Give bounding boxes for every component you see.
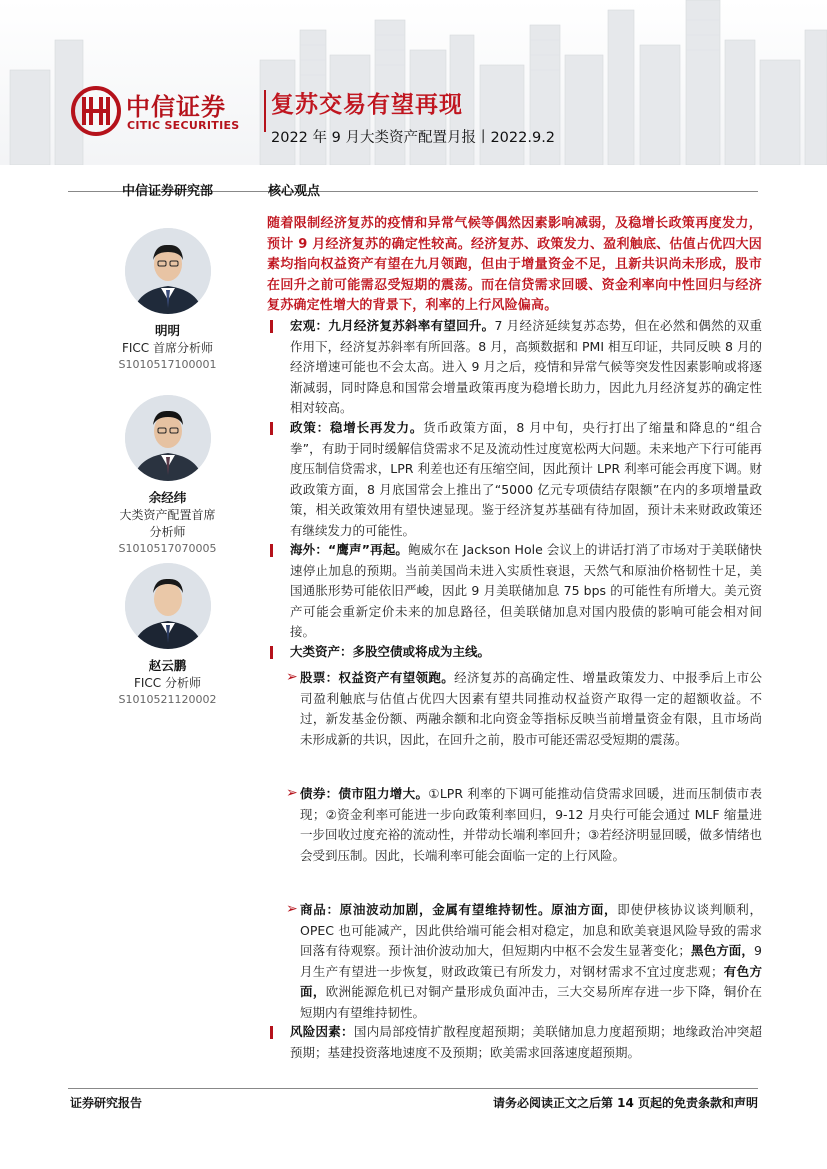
avatar: [125, 563, 211, 649]
analyst-title: FICC 首席分析师: [121, 341, 213, 355]
key-summary: 随着限制经济复苏的疫情和异常气候等偶然因素影响减弱，及稳增长政策再度发力，预计 9 月经济复苏的确定性较高。经济复苏、政策发力、盈利触底、估值占优四大因素均指向权益资产有望在九月领跑，但由于增量资金不足，且新共识尚未形成，股市在回升之前可能需忍受短期的震荡。而在信贷需求回暖、资金利率向中性回归与经济复苏确定性增大的背景下，利率的上行风险偏高。: [267, 216, 762, 313]
analyst-title: 大类资产配置首席: [119, 508, 216, 522]
point-policy: [270, 418, 762, 541]
risk-text: 国内局部疫情扩散程度超预期；美联储加息力度超预期；地缘政治冲突超预期；基建投资落地速度不及预期；欧美需求回落速度超预期。: [290, 1024, 762, 1060]
subpoint-commodities: [286, 900, 762, 1023]
point-text: 货币政策方面，8 月中旬，央行打出了缩量和降息的“组合拳”，有助于同时缓解信贷需求不足及流动性过度宽松两大问题。未来地产下行可能再度压制信贷需求，LPR 利差也还有压缩空间，因此预计 LPR 利率可能会再度下调。财政政策方面，8 月底国常会上推出了“5000 亿元专项债结存限额”在内的多项增量政策，相关政策效用有望快速显现。鉴于经济复苏基础有待加固，预计未来财政政策还有继续发力的可能性。: [290, 420, 762, 538]
risk-lead: 风险因素：: [290, 1024, 354, 1039]
report-subtitle: 2022 年 9 月大类资产配置月报丨2022.9.2: [271, 130, 556, 146]
point-lead: 海外：“鹰声”再起。: [290, 542, 409, 557]
point-risk: [270, 1022, 762, 1063]
analyst-license-id: S1010521120002: [118, 693, 217, 706]
subpoint-text-ferrous: 9 月生产有望进一步恢复，财政政策已有所发力，对钢材需求不宜过度悲观；: [300, 943, 762, 979]
avatar: [125, 395, 211, 481]
point-lead: 政策：稳增长再发力。: [290, 420, 424, 435]
analyst-name: 明明: [154, 323, 180, 338]
title-divider: [264, 90, 266, 132]
bullet-bar: [270, 422, 273, 435]
subpoint-lead-ferrous: 黑色方面，: [690, 943, 755, 958]
point-text: 鲍威尔在 Jackson Hole 会议上的讲话打消了市场对于美联储快速停止加息的预期。当前美国尚未进入实质性衰退，天然气和原油价格韧性十足，美国通胀形势可能依旧严峻，因此 9 月美联储加息 75 bps 的可能性有所增大。美元资产可能会重新定价未来的加息路径，但美联储加息对国内股债的影响可能会相对间接。: [290, 542, 763, 639]
footer-report-type: 证券研究报告: [70, 1096, 143, 1110]
subpoint-text-nonferrous: 欧洲能源危机已对铜产量形成负面冲击，三大交易所库存进一步下降，铜价在短期内有望维持韧性。: [300, 984, 762, 1020]
point-text: 7 月经济延续复苏态势，但在必然和偶然的双重作用下，经济复苏斜率有所回落。8 月，高频数据和 PMI 相互印证，共同反映 8 月的经济增速可能也不会太高。进入 9 月之后，疫情和异常气候等突发性因素影响或将逐渐减弱，同时降息和国常会增量政策再度为稳增长助力，因此九月经济复苏的确定性相对较高。: [290, 318, 762, 415]
arrow-bullet-icon: ➢: [286, 785, 298, 801]
analyst-license-id: S1010517100001: [118, 358, 217, 371]
bullet-bar: [270, 646, 273, 659]
footer-disclaimer: 请务必阅读正文之后第 14 页起的免责条款和声明: [492, 1096, 758, 1110]
analyst-license-id: S1010517070005: [118, 542, 217, 555]
point-asset-allocation: [270, 642, 762, 663]
brand-logo: [70, 85, 255, 135]
brand-name-cn: 中信证券: [126, 93, 226, 121]
subpoint-lead: 债券：债市阻力增大。: [300, 786, 429, 801]
avatar: [125, 228, 211, 314]
footer-rule: [68, 1088, 758, 1089]
analyst-card: [95, 228, 240, 373]
citic-logo-icon: [70, 85, 122, 137]
point-lead: 宏观：九月经济复苏斜率有望回升。: [290, 318, 495, 333]
point-macro: [270, 316, 762, 419]
report-title: 复苏交易有望再现: [271, 92, 463, 118]
subpoint-text: 即使伊核协议谈判顺利，OPEC 也可能减产，因此供给端可能会相对稳定，加息和欧美衰退风险导致的需求回落有待观察。预计油价波动加大，但短期内中枢不会发生显著变化；: [300, 902, 762, 958]
bullet-bar: [270, 320, 273, 333]
research-dept-label: 中信证券研究部: [122, 184, 214, 199]
bullet-bar: [270, 1026, 273, 1039]
bullet-bar: [270, 544, 273, 557]
analyst-title-line2: 分析师: [149, 525, 186, 539]
subpoint-lead: 股票：权益资产有望领跑。: [300, 670, 455, 685]
subpoint-lead-oil: 原油方面，: [551, 902, 618, 917]
subpoint-text: 经济复苏的高确定性、增量政策发力、中报季后上市公司盈利触底与估值占优四大因素有望共同推动权益资产取得一定的超额收益。不过，新发基金份额、两融余额和北向资金等指标反映当前增量资金有限，且市场尚未形成新的共识，因此，在回升之前，股市可能还需忍受短期的震荡。: [300, 670, 762, 747]
arrow-bullet-icon: ➢: [286, 901, 298, 917]
subpoint-lead-nonferrous: 有色方面，: [300, 963, 762, 999]
analyst-name: 赵云鹏: [148, 658, 187, 673]
analyst-title: FICC 分析师: [133, 676, 201, 690]
subpoint-stocks: [286, 668, 762, 750]
point-overseas: [270, 540, 762, 643]
subpoint-lead: 商品：原油波动加剧，金属有望维持韧性。: [300, 902, 552, 917]
arrow-bullet-icon: ➢: [286, 669, 298, 685]
subpoint-text: ①LPR 利率的下调可能推动信贷需求回暖，进而压制债市表现；②资金利率可能进一步向政策利率回归，9-12 月央行可能会通过 MLF 缩量进一步回收过度充裕的流动性，并带动长端利率回升；③若经济明显回暖，做多情绪也会受到压制。因此，长端利率可能会面临一定的上行风险。: [300, 786, 762, 863]
point-lead: 大类资产：多股空债或将成为主线。: [290, 644, 491, 659]
analyst-card: [95, 395, 240, 557]
analyst-card: [95, 563, 240, 708]
brand-name-en: CITIC SECURITIES: [127, 119, 240, 132]
section-title: 核心观点: [268, 184, 321, 199]
subpoint-bonds: [286, 784, 762, 866]
analyst-name: 余经纬: [148, 490, 187, 505]
